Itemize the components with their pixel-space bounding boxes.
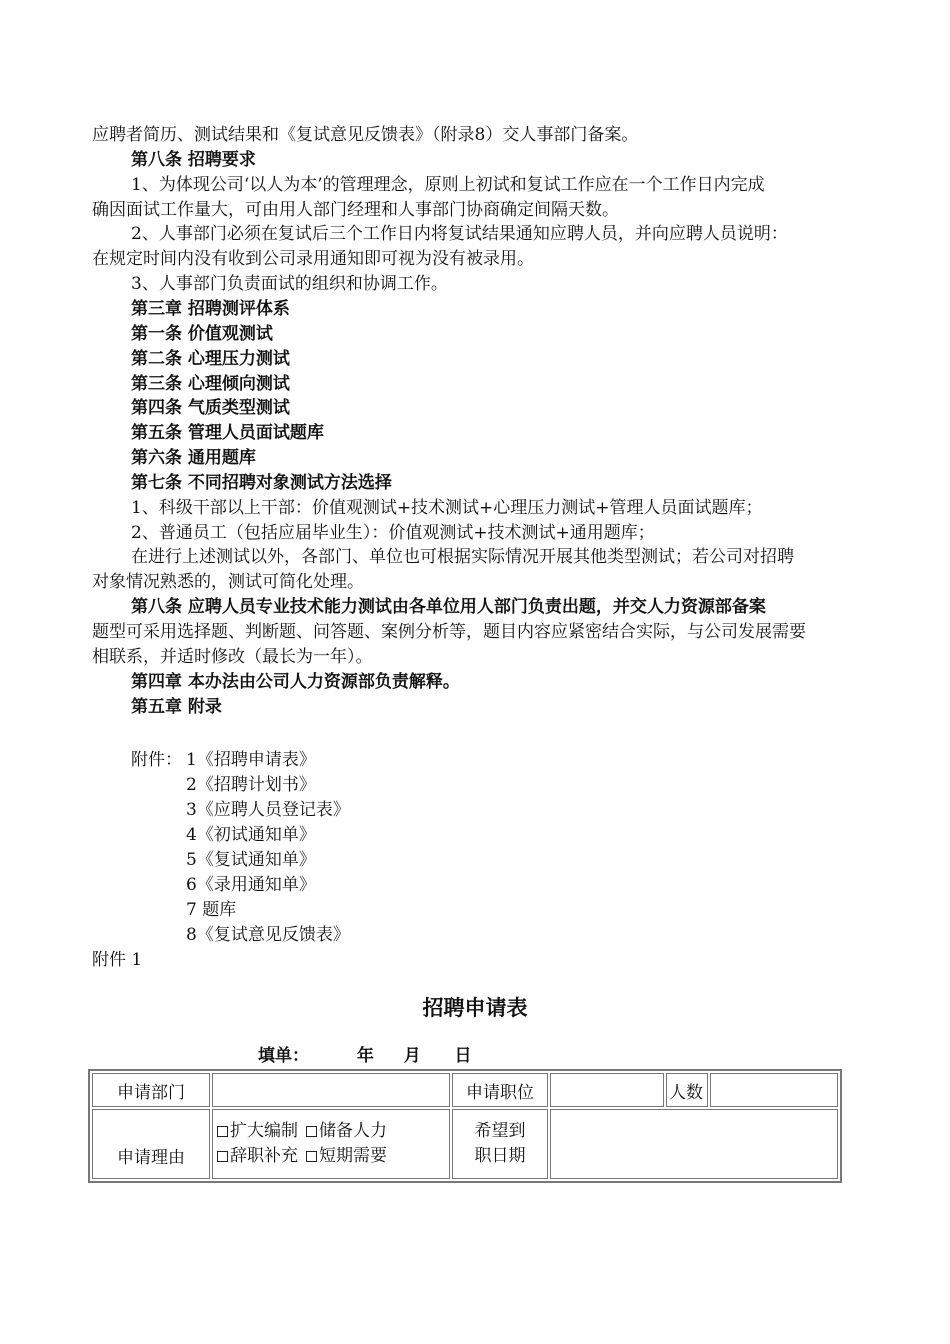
attachment-prefix: 附件： bbox=[131, 750, 182, 770]
option-label: 扩大编制 bbox=[230, 1121, 298, 1141]
expected-date-field[interactable] bbox=[550, 1109, 838, 1179]
section-heading: 第二条 心理压力测试 bbox=[131, 348, 290, 369]
section-heading: 第七条 不同招聘对象测试方法选择 bbox=[131, 472, 392, 493]
dept-field[interactable] bbox=[212, 1073, 450, 1107]
attachment-item: 2《招聘计划书》 bbox=[186, 775, 316, 795]
paragraph-line: 2、人事部门必须在复试后三个工作日内将复试结果通知应聘人员，并向应聘人员说明： bbox=[131, 224, 788, 245]
paragraph-line: 1、为体现公司‘以人为本’的管理理念，原则上初试和复试工作应在一个工作日内完成 bbox=[131, 174, 765, 195]
option-label: 辞职补充 bbox=[230, 1146, 298, 1166]
section-heading: 第三章 招聘测评体系 bbox=[131, 298, 290, 319]
section-heading: 第四章 本办法由公司人力资源部负责解释。 bbox=[131, 671, 460, 692]
paragraph-line: 对象情况熟悉的，测试可简化处理。 bbox=[92, 572, 364, 593]
paragraph-line: 确因面试工作量大，可由用人部门经理和人事部门协商确定间隔天数。 bbox=[92, 199, 619, 220]
section-heading: 第八条 招聘要求 bbox=[131, 149, 256, 170]
paragraph-line: 相联系，并适时修改（最长为一年）。 bbox=[92, 646, 373, 667]
form-title: 招聘申请表 bbox=[422, 995, 528, 1020]
paragraph-line: 题型可采用选择题、判断题、问答题、案例分析等，题目内容应紧密结合实际，与公司发展需要 bbox=[92, 622, 806, 642]
fill-date-row bbox=[258, 1046, 472, 1066]
reason-label: 申请理由 bbox=[92, 1109, 210, 1179]
recruitment-application-table bbox=[88, 1069, 842, 1183]
attachment-item: 1《招聘申请表》 bbox=[186, 750, 316, 770]
option-label: 短期需要 bbox=[319, 1146, 387, 1166]
paragraph-line: 应聘者简历、测试结果和《复试意见反馈表》（附录8）交人事部门备案。 bbox=[92, 125, 639, 145]
checkbox-icon[interactable] bbox=[217, 1151, 228, 1162]
section-heading: 第五章 附录 bbox=[131, 696, 222, 717]
option-label: 储备人力 bbox=[319, 1121, 387, 1141]
count-label: 人数 bbox=[666, 1073, 708, 1107]
paragraph-line: 在规定时间内没有收到公司录用通知即可视为没有被录用。 bbox=[92, 249, 534, 270]
attachment-item: 6《录用通知单》 bbox=[186, 875, 316, 895]
year-label: 年 bbox=[356, 1046, 374, 1066]
expected-date-label-line1: 希望到 bbox=[474, 1121, 526, 1141]
paragraph-line: 在进行上述测试以外，各部门、单位也可根据实际情况开展其他类型测试；若公司对招聘 bbox=[131, 547, 794, 568]
section-heading: 第六条 通用题库 bbox=[131, 448, 256, 469]
section-heading: 第四条 气质类型测试 bbox=[131, 398, 290, 419]
paragraph-line: 3、人事部门负责面试的组织和协调工作。 bbox=[131, 274, 448, 295]
expected-date-label-line2: 职日期 bbox=[474, 1146, 526, 1166]
checkbox-icon[interactable] bbox=[217, 1126, 228, 1137]
option-reserve-manpower[interactable] bbox=[306, 1119, 387, 1144]
dept-label: 申请部门 bbox=[92, 1073, 210, 1107]
checkbox-icon[interactable] bbox=[306, 1126, 317, 1137]
attachment-item: 7 题库 bbox=[186, 900, 237, 920]
attachment-item: 4《初试通知单》 bbox=[186, 825, 316, 845]
attachment-item: 8《复试意见反馈表》 bbox=[186, 925, 350, 945]
month-label: 月 bbox=[403, 1046, 421, 1066]
day-label: 日 bbox=[454, 1046, 472, 1066]
count-field[interactable] bbox=[710, 1073, 838, 1107]
checkbox-icon[interactable] bbox=[306, 1151, 317, 1162]
option-short-term-need[interactable] bbox=[306, 1144, 387, 1169]
section-heading: 第八条 应聘人员专业技术能力测试由各单位用人部门负责出题，并交人力资源部备案 bbox=[131, 597, 766, 618]
section-heading: 第五条 管理人员面试题库 bbox=[131, 423, 324, 444]
option-expand-staffing[interactable] bbox=[217, 1119, 298, 1144]
appendix-label: 附件 1 bbox=[92, 950, 143, 970]
attachment-item: 3《应聘人员登记表》 bbox=[186, 800, 350, 820]
paragraph-line: 2、普通员工（包括应届毕业生）：价值观测试+技术测试+通用题库； bbox=[131, 522, 655, 543]
attachment-item: 5《复试通知单》 bbox=[186, 850, 316, 870]
position-field[interactable] bbox=[550, 1073, 664, 1107]
reason-options bbox=[212, 1109, 450, 1179]
expected-date-label bbox=[452, 1109, 548, 1179]
fill-label: 填单： bbox=[258, 1046, 309, 1066]
section-heading: 第三条 心理倾向测试 bbox=[131, 373, 290, 394]
paragraph-line: 1、科级干部以上干部：价值观测试+技术测试+心理压力测试+管理人员面试题库； bbox=[131, 497, 763, 518]
option-resignation-replacement[interactable] bbox=[217, 1144, 298, 1169]
position-label: 申请职位 bbox=[452, 1073, 548, 1107]
section-heading: 第一条 价值观测试 bbox=[131, 323, 273, 344]
